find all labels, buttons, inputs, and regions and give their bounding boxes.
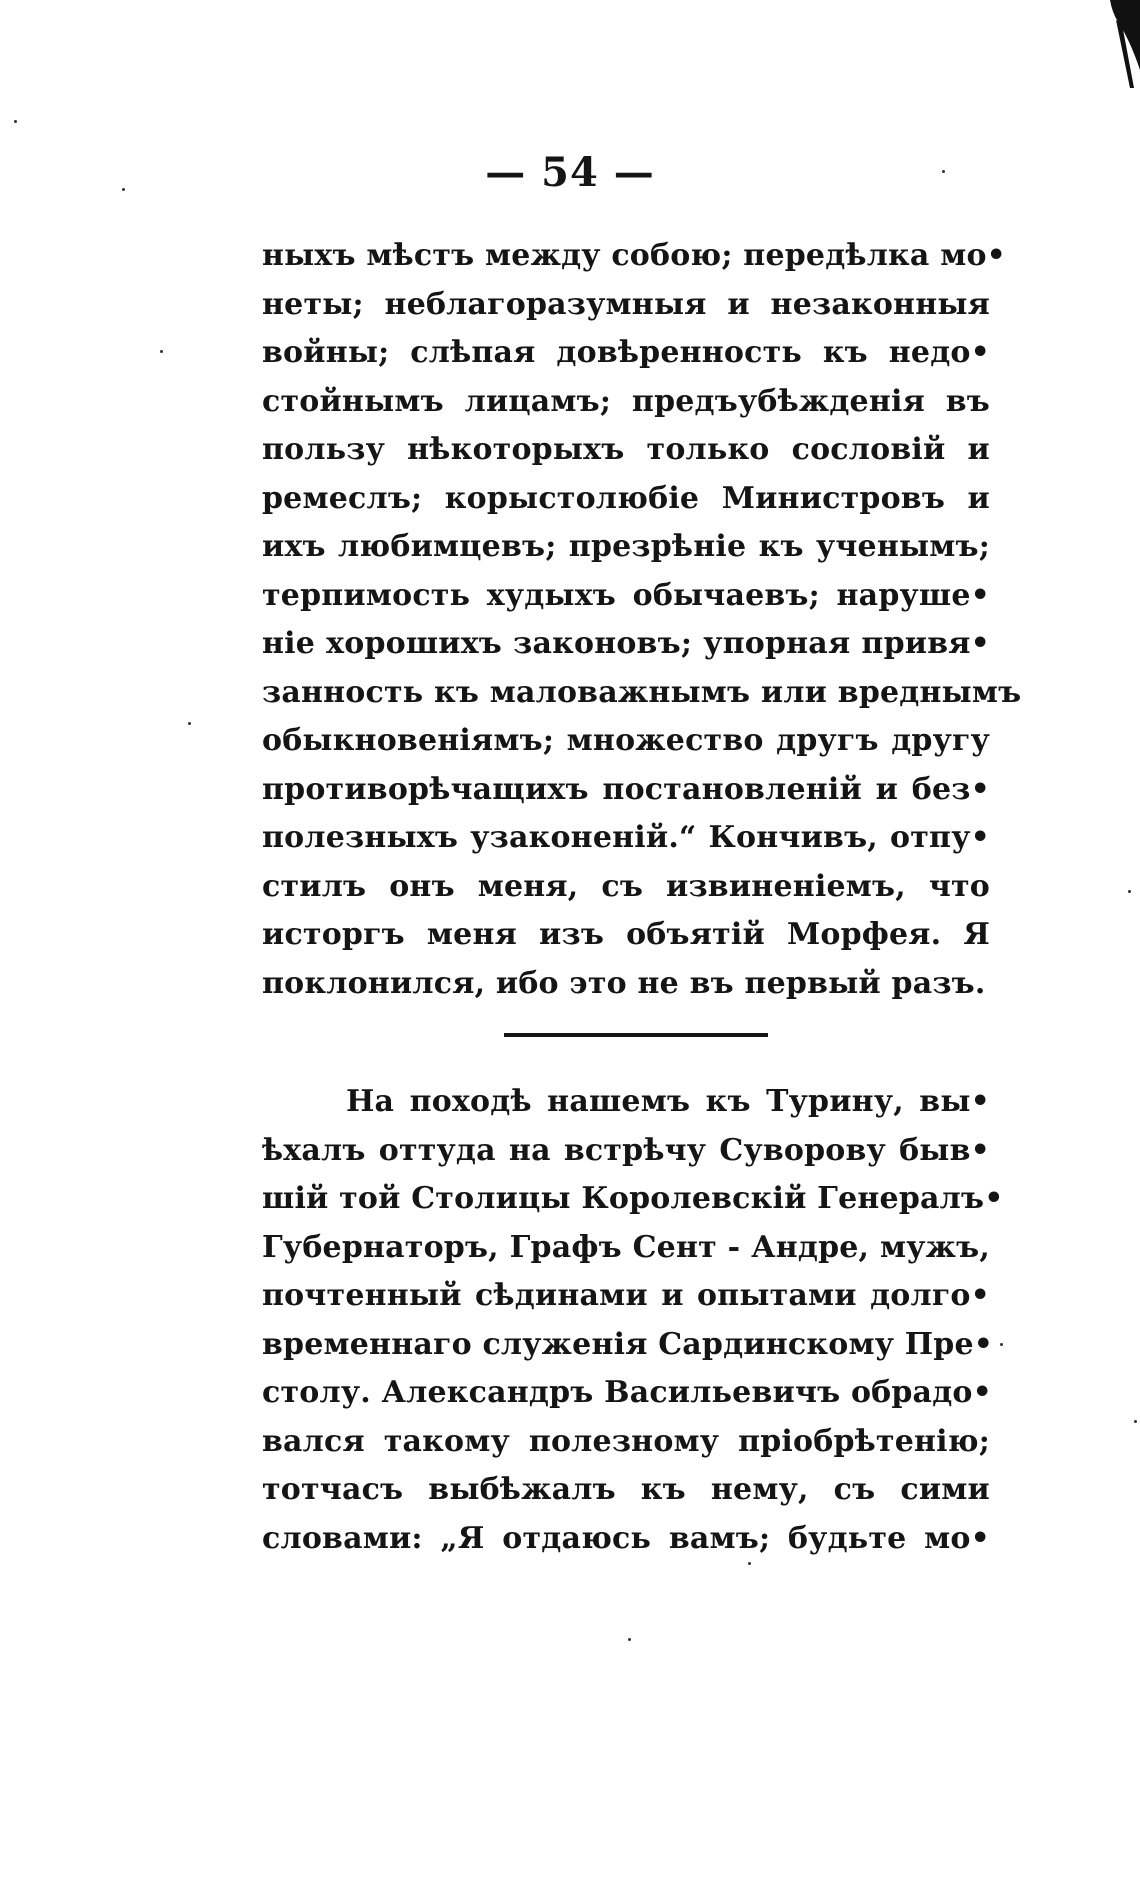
speck — [122, 188, 125, 191]
speck — [1128, 890, 1131, 893]
speck — [748, 1562, 751, 1565]
text-line: неты; неблагоразумныя и незаконныя — [262, 286, 990, 322]
text-line: полезныхъ узаконеній.“ Кончивъ, отпу• — [262, 820, 990, 855]
speck — [188, 722, 191, 725]
text-line: тотчасъ выбѣжалъ къ нему, съ сими — [262, 1472, 990, 1507]
speck — [14, 120, 17, 123]
text-line: ихъ любимцевъ; презрѣніе къ ученымъ; — [262, 529, 990, 564]
speck — [628, 1638, 631, 1641]
text-line: столу. Александръ Васильевичъ обрадо• — [262, 1375, 992, 1410]
text-line: На походѣ нашемъ къ Турину, вы• — [346, 1084, 990, 1119]
text-line: войны; слѣпая довѣренность къ недо• — [262, 335, 990, 370]
text-line: стойнымъ лицамъ; предъубѣжденія въ — [262, 383, 990, 419]
text-line: противорѣчащихъ постановленій и без• — [262, 771, 990, 807]
paragraph-continued — [262, 232, 1022, 1008]
speck — [160, 350, 163, 353]
text-line: исторгъ меня изъ объятій Морфея. Я — [262, 917, 990, 952]
text-line: вался такому полезному пріобрѣтенію; — [262, 1423, 990, 1459]
text-line: занность къ маловажнымъ или вреднымъ — [262, 674, 1022, 710]
paragraph-new — [262, 1078, 1004, 1563]
text-line: ремеслъ; корыстолюбіе Министровъ и — [262, 480, 990, 516]
text-line: поклонился, ибо это не въ первый разъ. — [262, 965, 986, 1001]
text-line: пользу нѣкоторыхъ только сословій и — [262, 432, 990, 467]
page-number: — 54 — — [485, 149, 655, 196]
text-line: ніе хорошихъ законовъ; упорная привя• — [262, 626, 990, 661]
text-line: почтенный сѣдинами и опытами долго• — [262, 1278, 990, 1313]
text-line: обыкновеніямъ; множество другъ другу — [262, 723, 990, 758]
page-edge-mark — [1070, 0, 1140, 90]
text-line: ныхъ мѣстъ между собою; передѣлка мо• — [262, 238, 1007, 273]
section-divider — [504, 1033, 768, 1037]
text-line: временнаго служенія Сардинскому Пре• — [262, 1326, 994, 1362]
speck — [1000, 1343, 1003, 1346]
text-line: терпимость худыхъ обычаевъ; наруше• — [262, 577, 990, 613]
text-line: стилъ онъ меня, съ извиненіемъ, что — [262, 868, 990, 904]
speck — [1134, 1420, 1137, 1423]
text-line: ѣхалъ оттуда на встрѣчу Суворову быв• — [262, 1132, 990, 1168]
text-line: Губернаторъ, Графъ Сент - Андре, мужъ, — [262, 1229, 990, 1265]
text-line: шій той Столицы Королевскій Генералъ• — [262, 1181, 1004, 1216]
text-line: словами: „Я отдаюсь вамъ; будьте мо• — [262, 1520, 990, 1556]
speck — [942, 170, 945, 173]
